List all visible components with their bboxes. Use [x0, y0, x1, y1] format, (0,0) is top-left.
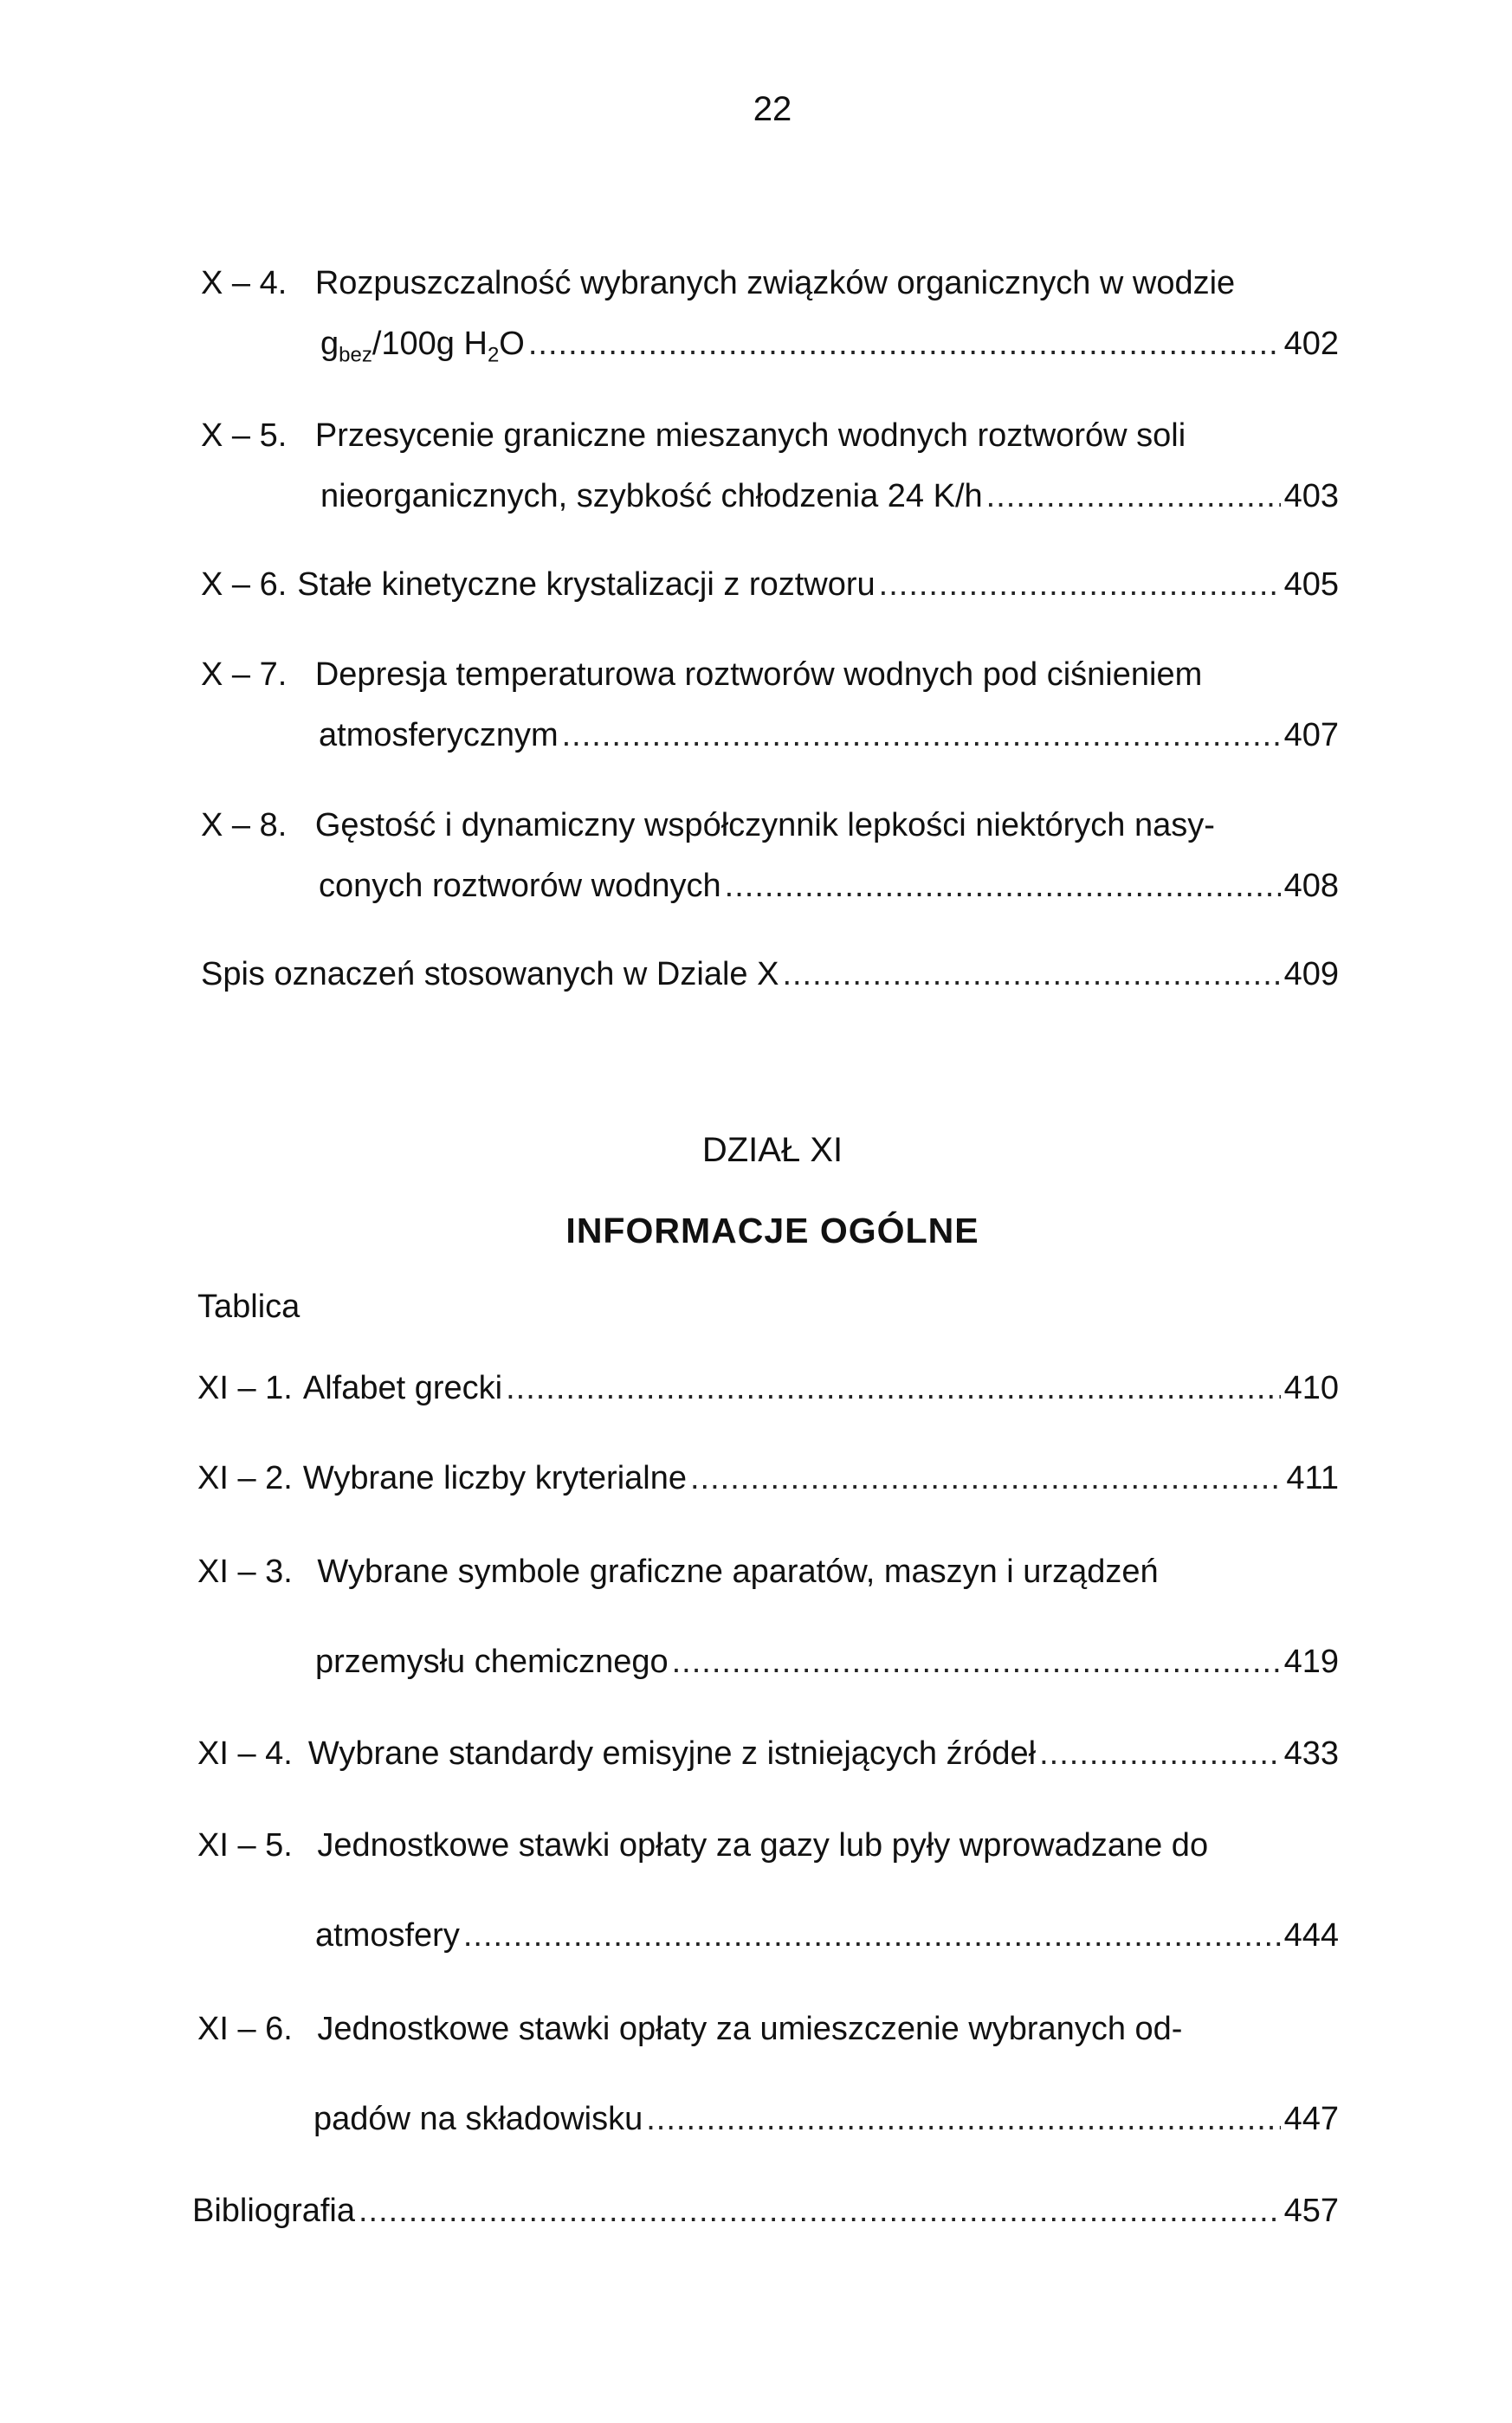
toc-entry-xi6-label: [197, 2013, 1182, 2045]
entry-page: 409: [1283, 956, 1339, 992]
entry-title: Jednostkowe stawki opłaty za gazy lub pyły wprowadzane do: [317, 1827, 1209, 1864]
leader-dots: [672, 1645, 1281, 1678]
entry-title: XI – 1. Alfabet grecki: [197, 1370, 503, 1406]
leader-dots: [528, 327, 1281, 360]
entry-title: Gęstość i dynamiczny współczynnik lepkości niektórych nasy-: [314, 807, 1215, 843]
entry-number: XI – 5.: [197, 1827, 293, 1864]
entry-number: X – 8.: [201, 807, 288, 843]
toc-entry-x5-leader: [320, 480, 1339, 513]
toc-entry-x4-label: [201, 267, 1235, 300]
entry-page: 457: [1283, 2193, 1339, 2229]
toc-entry-spis: [201, 958, 1339, 991]
leader-dots: [986, 480, 1281, 513]
entry-page: 419: [1283, 1644, 1339, 1680]
entry-number: X – 5.: [201, 417, 288, 454]
entry-title: Bibliografia: [192, 2193, 355, 2229]
section-title: INFORMACJE OGÓLNE: [565, 1211, 979, 1250]
entry-page: 444: [1283, 1917, 1339, 1954]
entry-title-cont: przemysłu chemicznego: [315, 1644, 669, 1680]
leader-dots: [690, 1462, 1283, 1495]
entry-number: XI – 3.: [197, 1554, 293, 1590]
entry-number: X – 4.: [201, 265, 288, 301]
leader-dots: [646, 2103, 1280, 2135]
toc-entry-x5-label: [201, 419, 1186, 452]
entry-title-cont: $g_{bez}/100g$ $H_2O$: [320, 326, 525, 367]
toc-entry-xi3-label: [197, 1555, 1159, 1588]
entry-title: XI – 2. Wybrane liczby kryterialne: [197, 1460, 687, 1496]
toc-entry-x4-leader: [320, 327, 1339, 366]
entry-page: 408: [1283, 868, 1339, 904]
entry-title: XI – 4. Wybrane standardy emisyjne z istniejących źródeł: [197, 1735, 1037, 1772]
toc-entry-xi4: [197, 1737, 1339, 1770]
entry-title: Przesycenie graniczne mieszanych wodnych roztworów soli: [314, 417, 1186, 454]
toc-entry-x8-leader: [319, 869, 1339, 902]
page-number: 22: [753, 90, 792, 128]
toc-entry-xi3-leader: [315, 1645, 1339, 1678]
entry-page: 402: [1283, 326, 1339, 362]
toc-entry-xi5-leader: [315, 1919, 1339, 1952]
entry-page: 407: [1283, 717, 1339, 753]
entry-page: 447: [1283, 2101, 1339, 2137]
entry-number: X – 7.: [201, 656, 288, 693]
entry-title: Wybrane symbole graficzne aparatów, maszyn i urządzeń: [317, 1554, 1159, 1590]
section-heading: DZIAŁ XI: [701, 1131, 843, 1169]
leader-dots: [725, 869, 1281, 902]
tablica-label: Tablica: [197, 1289, 300, 1325]
entry-page: 405: [1283, 566, 1339, 603]
leader-dots: [506, 1372, 1281, 1405]
entry-title: Jednostkowe stawki opłaty za umieszczenie wybranych od-: [317, 2011, 1183, 2047]
entry-page: 403: [1283, 478, 1339, 514]
leader-dots: [1039, 1737, 1281, 1770]
entry-number: XI – 6.: [197, 2011, 293, 2047]
entry-title: Spis oznaczeń stosowanych w Dziale X: [201, 956, 779, 992]
entry-title-cont: atmosfery: [315, 1917, 460, 1954]
entry-page: 433: [1283, 1735, 1339, 1772]
toc-entry-xi5-label: [197, 1829, 1208, 1862]
entry-title-cont: padów na składowisku: [313, 2101, 643, 2137]
leader-dots: [879, 568, 1281, 601]
leader-dots: [359, 2194, 1281, 2227]
entry-title-cont: conych roztworów wodnych: [319, 868, 721, 904]
toc-entry-bibliografia: [192, 2194, 1339, 2227]
entry-title-cont: nieorganicznych, szybkość chłodzenia 24 K/h: [320, 478, 983, 514]
entry-title: Depresja temperaturowa roztworów wodnych pod ciśnieniem: [314, 656, 1203, 693]
toc-entry-xi1: [197, 1372, 1339, 1405]
entry-page: 411: [1286, 1460, 1339, 1496]
toc-entry-xi2: [197, 1462, 1339, 1495]
toc-entry-x6: [201, 568, 1339, 601]
leader-dots: [562, 719, 1281, 752]
toc-entry-x8-label: [201, 809, 1215, 842]
entry-page: 410: [1283, 1370, 1339, 1406]
leader-dots: [782, 958, 1280, 991]
toc-entry-x7-label: [201, 658, 1202, 691]
entry-title: X – 6. Stałe kinetyczne krystalizacji z roztworu: [201, 566, 876, 603]
toc-entry-x7-leader: [319, 719, 1339, 752]
leader-dots: [463, 1919, 1281, 1952]
entry-title-cont: atmosferycznym: [319, 717, 559, 753]
entry-title: Rozpuszczalność wybranych związków organicznych w wodzie: [314, 265, 1236, 301]
toc-entry-xi6-leader: [313, 2103, 1339, 2135]
